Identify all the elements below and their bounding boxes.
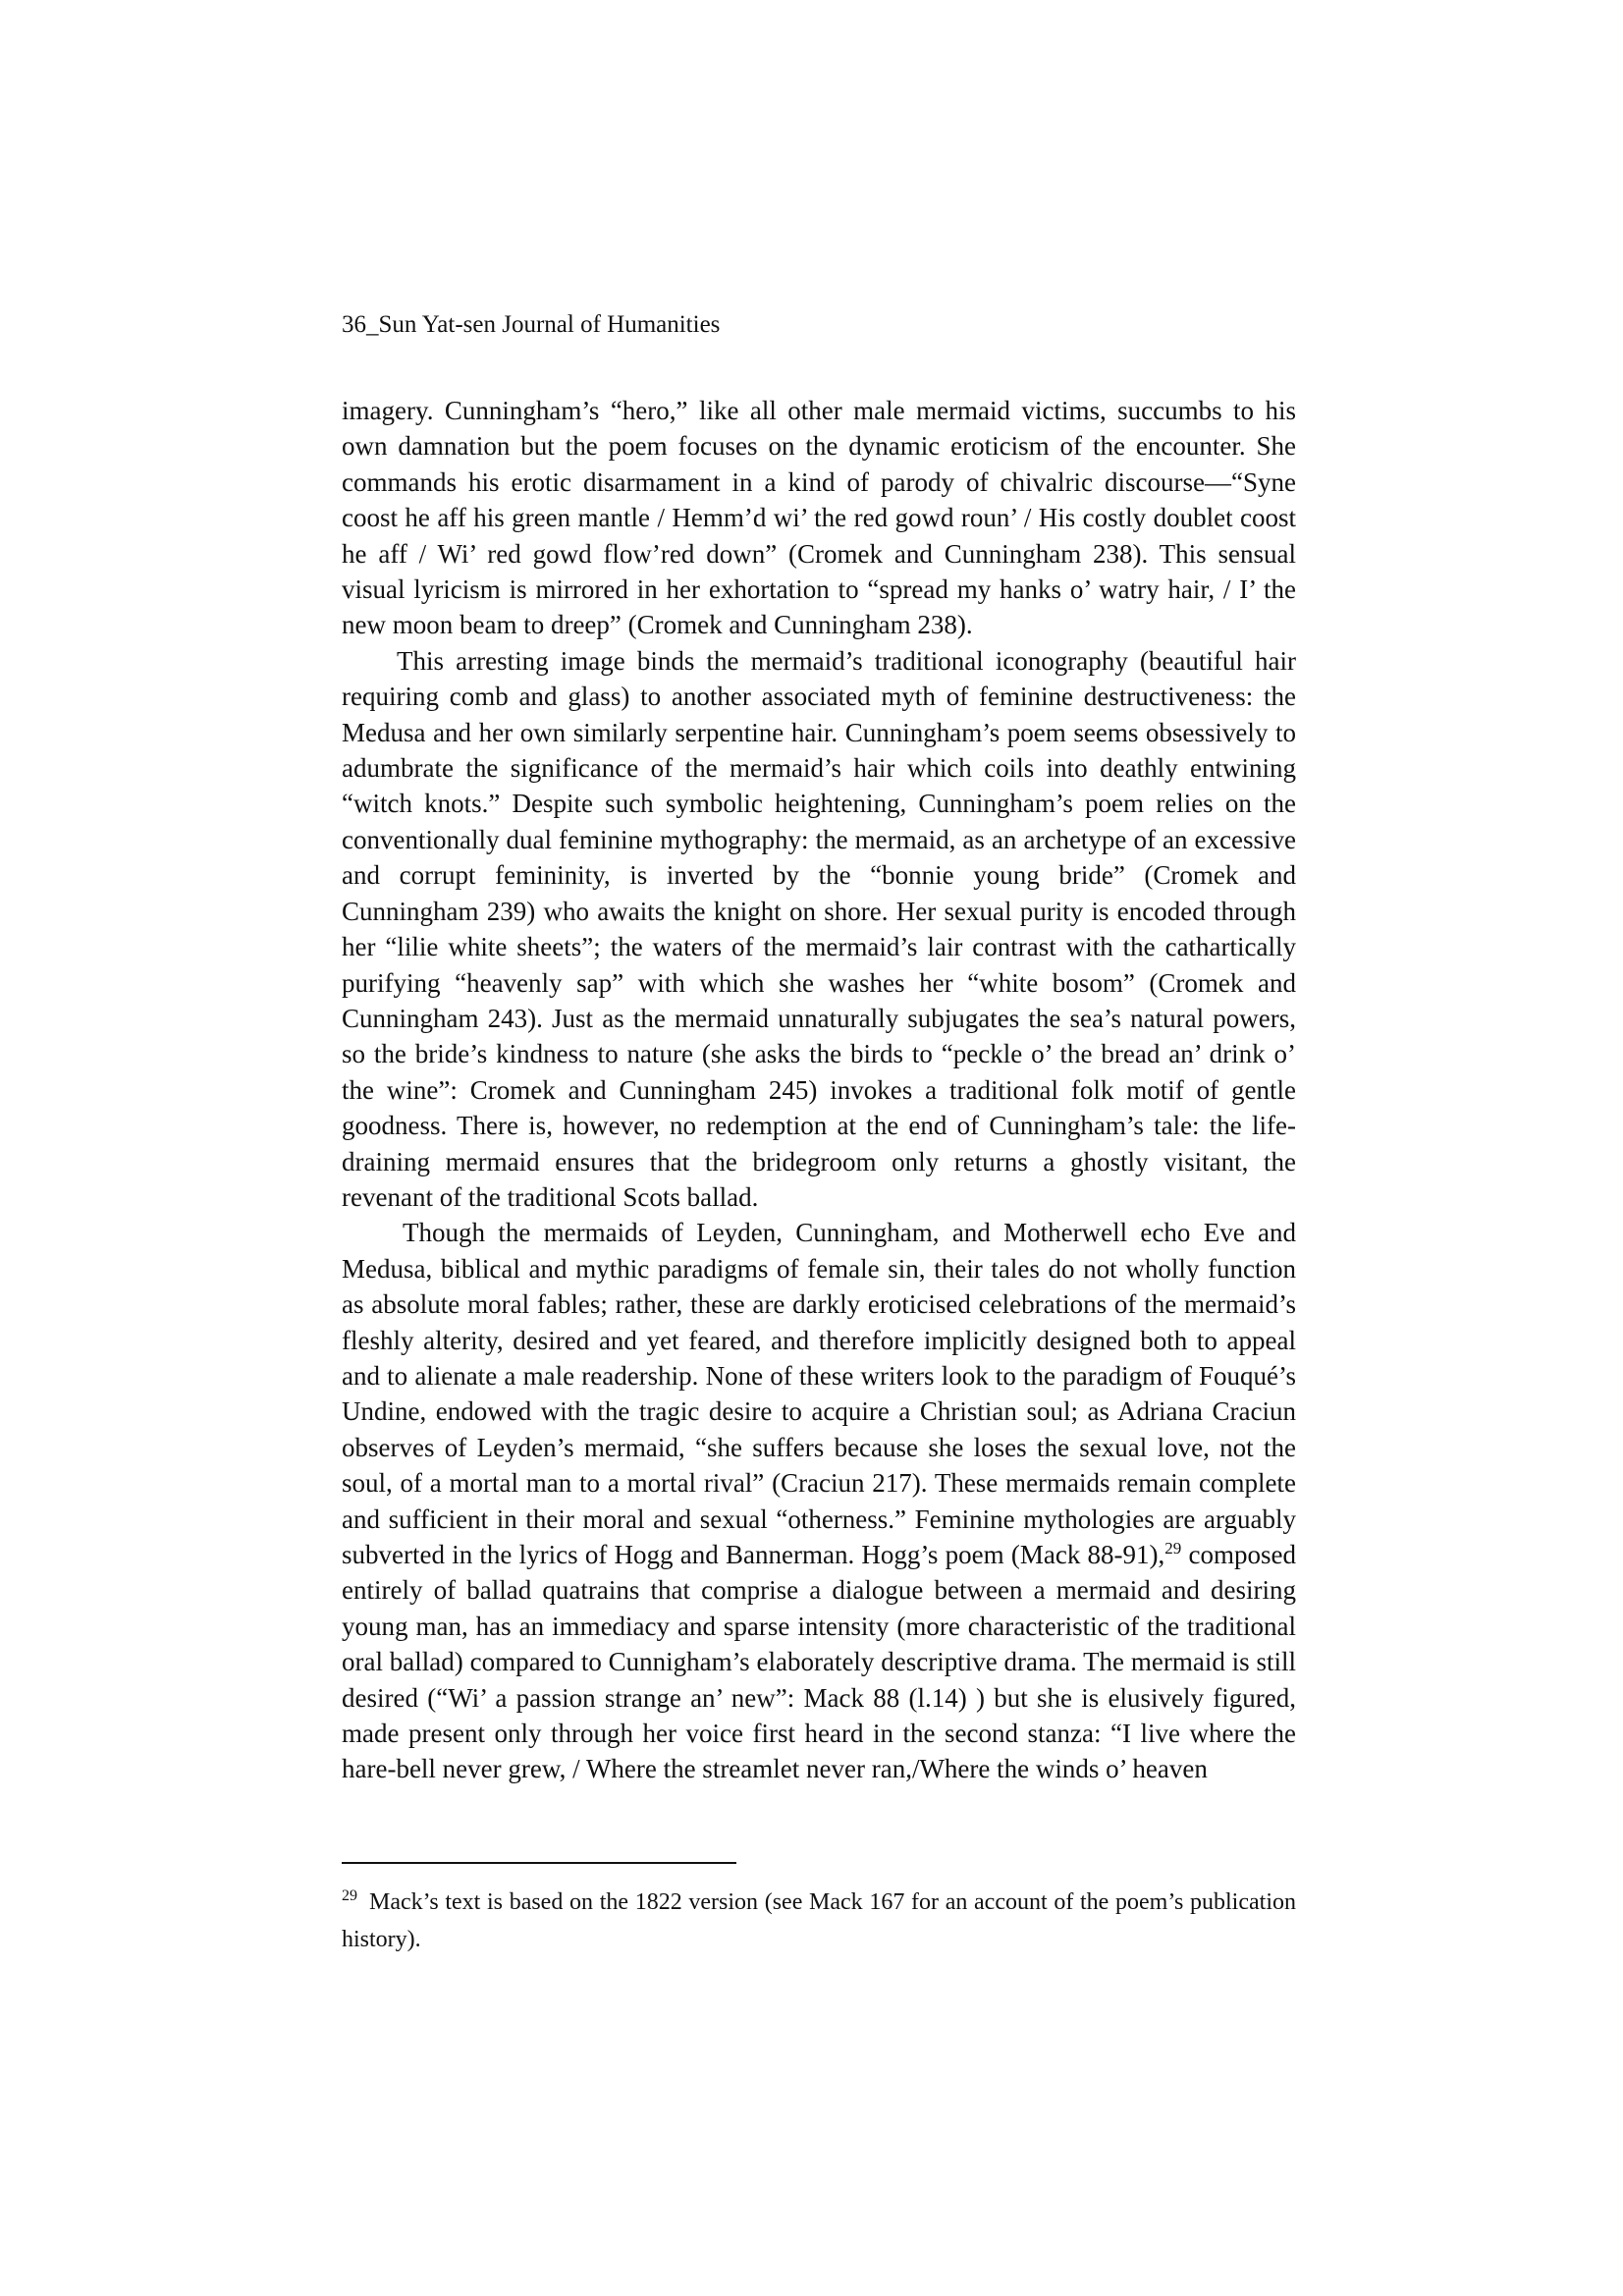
footnote-text: Mack’s text is based on the 1822 version (see Mack 167 for an account of the poem’s publication history). xyxy=(342,1889,1296,1952)
paragraph-3-text-b: composed entirely of ballad quatrains that comprise a dialogue between a mermaid and desiring young man, has an immediacy and sparse intensity (more characteristic of the traditional oral ballad) compared to Cunnigham’s elaborately descriptive drama. The mermaid is still desired (“Wi’ a passion strange an’ new”: Mack 88 (l.14) ) but she is elusively figured, made present only through her voice first heard in the second stanza: “I live where the hare-bell never grew, / Where the streamlet never ran,/Where the winds o’ heaven xyxy=(342,1540,1296,1784)
running-head: 36_Sun Yat-sen Journal of Humanities xyxy=(342,311,721,338)
footnote-divider xyxy=(342,1862,736,1864)
footnote-reference[interactable]: 29 xyxy=(1164,1539,1182,1558)
paragraph-2: This arresting image binds the mermaid’s traditional iconography (beautiful hair requiring comb and glass) to another associated myth of feminine destructiveness: the Medusa and her own similarly serpentine hair. Cunningham’s poem seems obsessively to adumbrate the significance of the mermaid’s hair which coils into deathly entwining “witch knots.” Despite such symbolic heightening, Cunningham’s poem relies on the conventionally dual feminine mythography: the mermaid, as an archetype of an excessive and corrupt femininity, is inverted by the “bonnie young bride” (Cromek and Cunningham 239) who awaits the knight on shore. Her sexual purity is encoded through her “lilie white sheets”; the waters of the mermaid’s lair contrast with the cathartically purifying “heavenly sap” with which she washes her “white bosom” (Cromek and Cunningham 243). Just as the mermaid unnaturally subjugates the sea’s natural powers, so the bride’s kindness to nature (she asks the birds to “peckle o’ the bread an’ drink o’ the wine”: Cromek and Cunningham 245) invokes a traditional folk motif of gentle goodness. There is, however, no redemption at the end of Cunningham’s tale: the life-draining mermaid ensures that the bridegroom only returns a ghostly visitant, the revenant of the traditional Scots ballad. xyxy=(342,645,1296,1212)
paragraph-1: imagery. Cunningham’s “hero,” like all other male mermaid victims, succumbs to his own damnation but the poem focuses on the dynamic eroticism of the encounter. She commands his erotic disarmament in a kind of parody of chivalric discourse—“Syne coost he aff his green mantle / Hemm’d wi’ the red gowd roun’ / His costly doublet coost he aff / Wi’ red gowd flow’red down” (Cromek and Cunningham 238). This sensual visual lyricism is mirrored in her exhortation to “spread my hanks o’ watry hair, / I’ the new moon beam to dreep” (Cromek and Cunningham 238). xyxy=(342,396,1296,640)
paragraph-3-text-a: Though the mermaids of Leyden, Cunningham, and Motherwell echo Eve and Medusa, biblical and mythic paradigms of female sin, their tales do not wholly function as absolute moral fables; rather, these are darkly eroticised celebrations of the mermaid’s fleshly alterity, desired and yet feared, and therefore implicitly designed both to appeal and to alienate a male readership. None of these writers look to the paradigm of Fouqué’s Undine, endowed with the tragic desire to acquire a Christian soul; as Adriana Craciun observes of Leyden’s mermaid, “she suffers because she loses the sexual love, not the soul, of a mortal man to a mortal rival” (Craciun 217). These mermaids remain complete and sufficient in their moral and sexual “otherness.” Feminine mythologies are arguably subverted in the lyrics of Hogg and Bannerman. Hogg’s poem (Mack 88-91), xyxy=(342,1218,1296,1569)
footnote-29 xyxy=(342,1884,1296,1958)
main-text xyxy=(342,393,1296,1787)
paragraph-3 xyxy=(342,1215,1296,1787)
footnote-number: 29 xyxy=(342,1887,357,1904)
